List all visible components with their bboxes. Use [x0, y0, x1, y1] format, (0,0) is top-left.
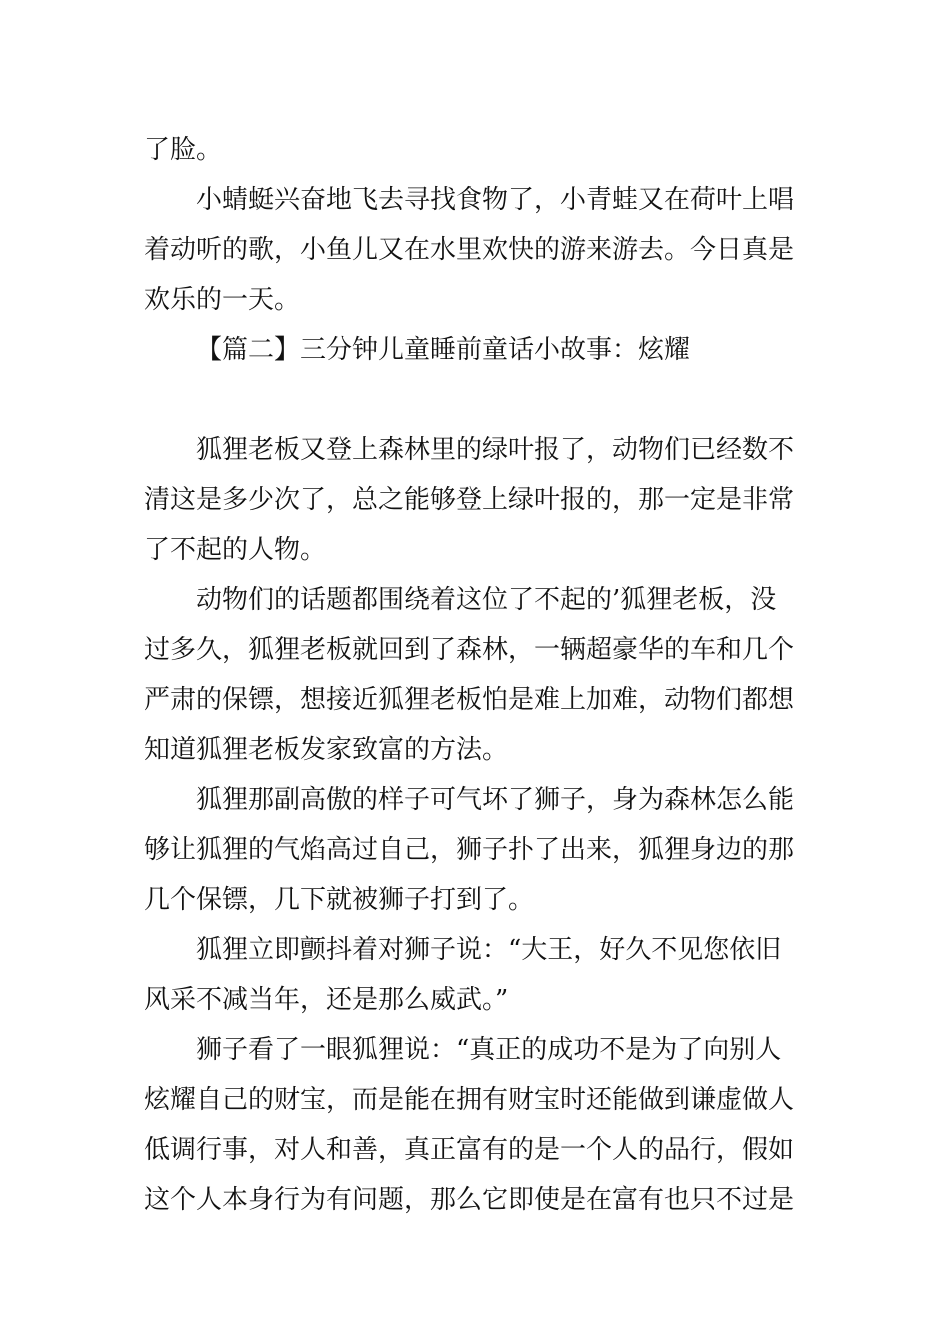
section-title: 【篇二】三分钟儿童睡前童话小故事：炫耀: [196, 335, 691, 365]
paragraph-line: 动物们的话题都围绕着这位了不起的’狐狸老板，没: [196, 585, 777, 615]
paragraph-line: 这个人本身行为有问题，那么它即使是在富有也只不过是: [144, 1185, 795, 1215]
paragraph-line: 风采不减当年，还是那么威武。”: [144, 985, 509, 1015]
paragraph-line: 了不起的人物。: [144, 535, 327, 565]
paragraph-line: 严肃的保镖，想接近狐狸老板怕是难上加难，动物们都想: [144, 685, 795, 715]
paragraph-line: 狐狸那副高傲的样子可气坏了狮子，身为森林怎么能: [196, 785, 795, 815]
paragraph-line: 着动听的歌，小鱼儿又在水里欢快的游来游去。今日真是: [144, 235, 795, 265]
paragraph-line: 知道狐狸老板发家致富的方法。: [144, 735, 509, 765]
paragraph-line: 清这是多少次了，总之能够登上绿叶报的，那一定是非常: [144, 485, 795, 515]
paragraph-line: 欢乐的一天。: [144, 285, 301, 315]
paragraph-line: 炫耀自己的财宝，而是能在拥有财宝时还能做到谦虚做人: [144, 1085, 795, 1115]
paragraph-line: 够让狐狸的气焰高过自己，狮子扑了出来，狐狸身边的那: [144, 835, 795, 865]
paragraph-line: 过多久，狐狸老板就回到了森林，一辆超豪华的车和几个: [144, 635, 795, 665]
paragraph-line: 了脸。: [144, 135, 223, 165]
paragraph-line: 小蜻蜓兴奋地飞去寻找食物了，小青蛙又在荷叶上唱: [196, 185, 795, 215]
paragraph-line: 低调行事，对人和善，真正富有的是一个人的品行，假如: [144, 1135, 795, 1165]
paragraph-line: 狮子看了一眼狐狸说：“真正的成功不是为了向别人: [196, 1035, 782, 1065]
paragraph-line: 狐狸立即颤抖着对狮子说：“大王，好久不见您依旧: [196, 935, 782, 965]
paragraph-line: 狐狸老板又登上森林里的绿叶报了，动物们已经数不: [196, 435, 795, 465]
paragraph-line: 几个保镖，几下就被狮子打到了。: [144, 885, 535, 915]
